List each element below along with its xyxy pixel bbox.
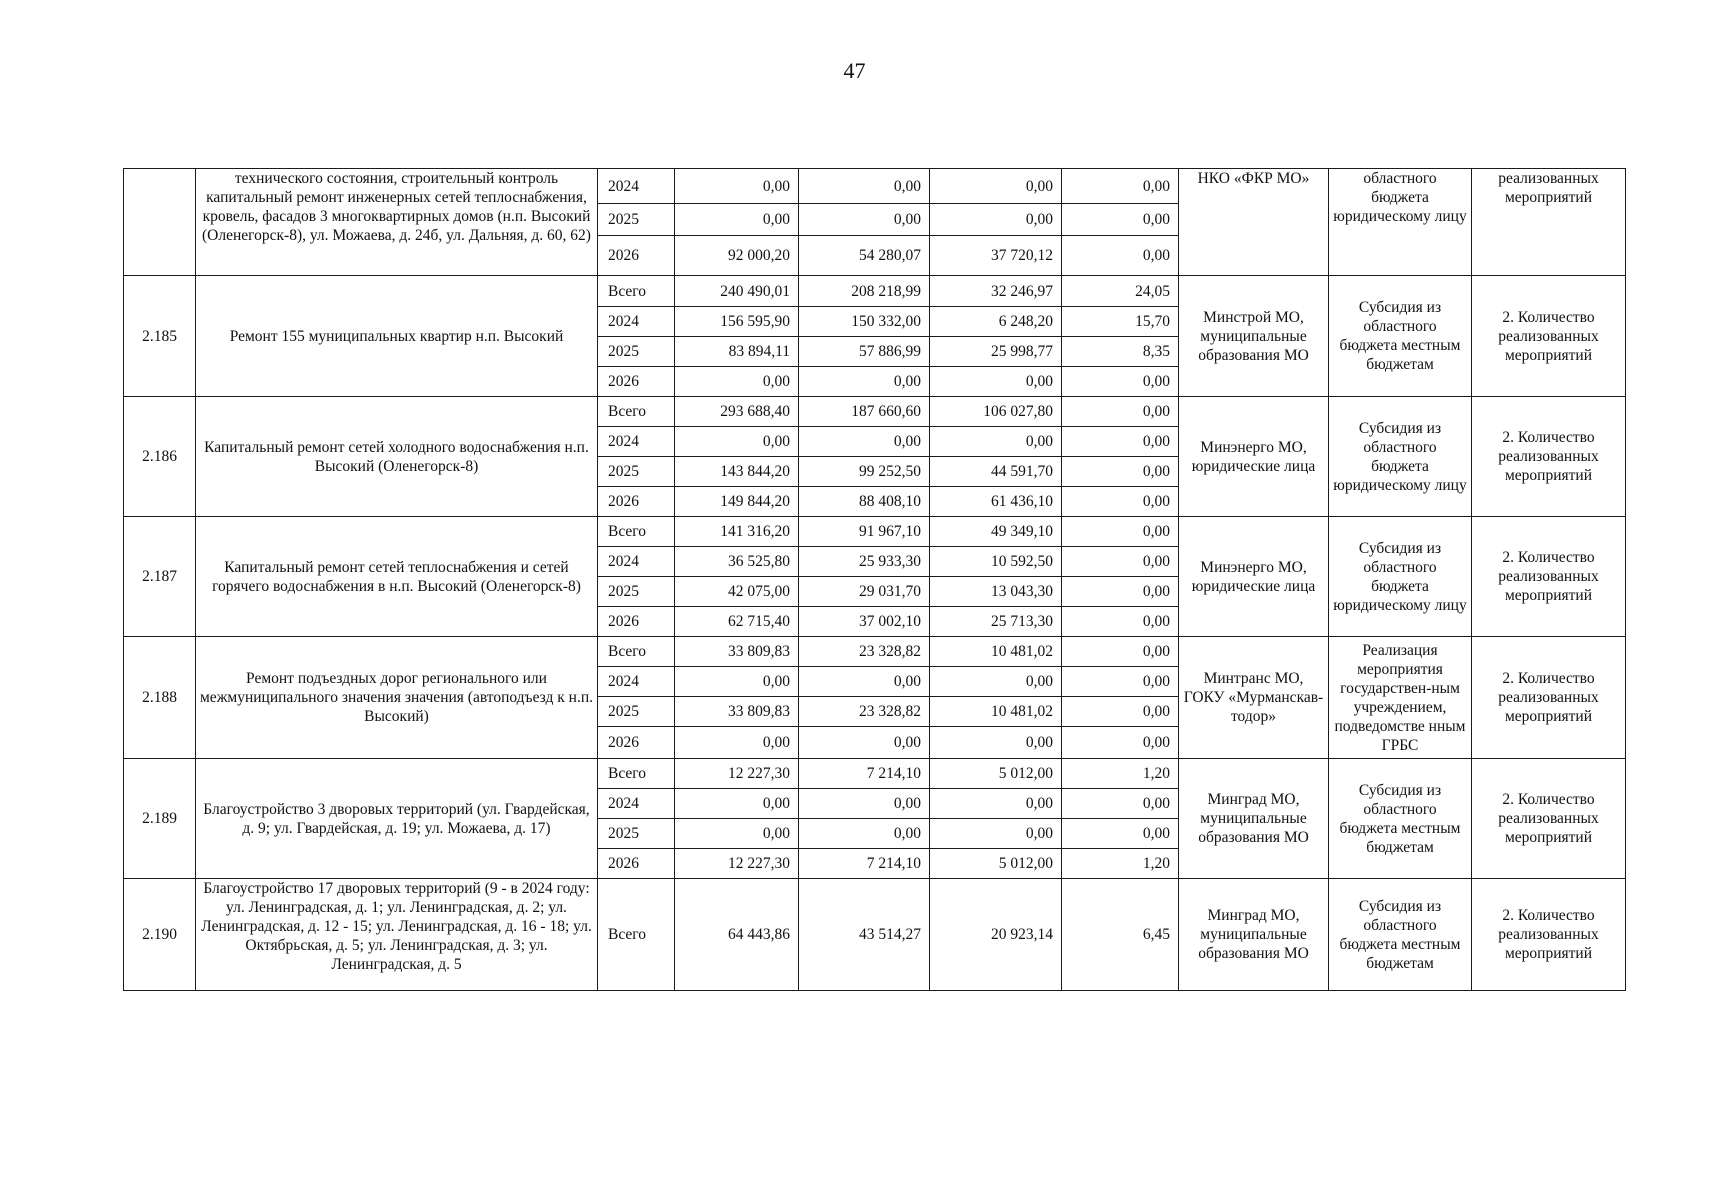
measure-number-cell <box>124 169 196 276</box>
measure-number-cell: 2.185 <box>124 276 196 397</box>
total-amount-cell: 83 894,11 <box>675 337 799 367</box>
total-amount-cell: 0,00 <box>675 169 799 204</box>
year-cell: 2024 <box>598 427 675 457</box>
total-amount-cell: 62 715,40 <box>675 607 799 637</box>
year-cell: 2026 <box>598 849 675 879</box>
executor-cell: Минтранс МО, ГОКУ «Мурманскав-тодор» <box>1179 637 1329 759</box>
amount-cell: 0,00 <box>930 789 1062 819</box>
amount-cell: 0,00 <box>1062 204 1179 236</box>
measure-name-cell: Ремонт подъездных дорог регионального или межмуниципального значения значения (автоподъезд к н.п. Высокий) <box>196 637 598 759</box>
amount-cell: 99 252,50 <box>799 457 930 487</box>
measure-number-cell: 2.190 <box>124 879 196 991</box>
amount-cell: 0,00 <box>799 819 930 849</box>
table-row <box>124 759 1626 789</box>
amount-cell: 29 031,70 <box>799 577 930 607</box>
total-amount-cell: 149 844,20 <box>675 487 799 517</box>
executor-cell: Минэнерго МО, юридические лица <box>1179 397 1329 517</box>
year-cell: 2025 <box>598 819 675 849</box>
measure-name-cell: Благоустройство 3 дворовых территорий (ул. Гвардейская, д. 9; ул. Гвардейская, д. 19; ул. Можаева, д. 17) <box>196 759 598 879</box>
amount-cell: 5 012,00 <box>930 849 1062 879</box>
measure-number-cell: 2.187 <box>124 517 196 637</box>
amount-cell: 0,00 <box>930 819 1062 849</box>
amount-cell: 23 328,82 <box>799 697 930 727</box>
amount-cell: 91 967,10 <box>799 517 930 547</box>
amount-cell: 43 514,27 <box>799 879 930 991</box>
year-cell: Всего <box>598 759 675 789</box>
amount-cell: 0,00 <box>1062 169 1179 204</box>
measure-name-cell: Капитальный ремонт сетей теплоснабжения и сетей горячего водоснабжения в н.п. Высокий (Оленегорск-8) <box>196 517 598 637</box>
measure-name-cell: Ремонт 155 муниципальных квартир н.п. Высокий <box>196 276 598 397</box>
amount-cell: 106 027,80 <box>930 397 1062 427</box>
total-amount-cell: 12 227,30 <box>675 759 799 789</box>
amount-cell: 44 591,70 <box>930 457 1062 487</box>
amount-cell: 7 214,10 <box>799 759 930 789</box>
amount-cell: 8,35 <box>1062 337 1179 367</box>
year-cell: 2024 <box>598 169 675 204</box>
amount-cell: 0,00 <box>1062 607 1179 637</box>
amount-cell: 0,00 <box>799 667 930 697</box>
total-amount-cell: 64 443,86 <box>675 879 799 991</box>
measure-number-cell: 2.186 <box>124 397 196 517</box>
total-amount-cell: 12 227,30 <box>675 849 799 879</box>
amount-cell: 0,00 <box>799 427 930 457</box>
amount-cell: 0,00 <box>799 727 930 759</box>
amount-cell: 1,20 <box>1062 759 1179 789</box>
executor-cell: НКО «ФКР МО» <box>1179 169 1329 276</box>
year-cell: Всего <box>598 397 675 427</box>
funding-source-cell: областного бюджета юридическому лицу <box>1329 169 1472 276</box>
measure-number-cell: 2.188 <box>124 637 196 759</box>
amount-cell: 0,00 <box>930 367 1062 397</box>
total-amount-cell: 0,00 <box>675 367 799 397</box>
total-amount-cell: 0,00 <box>675 427 799 457</box>
table-row <box>124 879 1626 991</box>
amount-cell: 0,00 <box>1062 367 1179 397</box>
result-indicator-cell: 2. Количество реализованных мероприятий <box>1472 879 1626 991</box>
amount-cell: 208 218,99 <box>799 276 930 307</box>
year-cell: 2025 <box>598 577 675 607</box>
amount-cell: 6,45 <box>1062 879 1179 991</box>
table-row <box>124 637 1626 667</box>
amount-cell: 0,00 <box>1062 727 1179 759</box>
amount-cell: 10 481,02 <box>930 697 1062 727</box>
amount-cell: 0,00 <box>1062 397 1179 427</box>
amount-cell: 7 214,10 <box>799 849 930 879</box>
funding-source-cell: Субсидия из областного бюджета местным бюджетам <box>1329 879 1472 991</box>
amount-cell: 13 043,30 <box>930 577 1062 607</box>
amount-cell: 23 328,82 <box>799 637 930 667</box>
year-cell: Всего <box>598 879 675 991</box>
executor-cell: Минстрой МО, муниципальные образования МО <box>1179 276 1329 397</box>
year-cell: 2024 <box>598 307 675 337</box>
measure-number-cell: 2.189 <box>124 759 196 879</box>
result-indicator-cell: 2. Количество реализованных мероприятий <box>1472 276 1626 397</box>
measure-name-cell: Благоустройство 17 дворовых территорий (9 - в 2024 году: ул. Ленинградская, д. 1; ул. Ленинградская, д. 2; ул. Ленинградская, д. 12 - 15; ул. Ленинградская, д. 16 - 18; ул. Октябрьская, д. 5; ул. Ленинградская, д. 3; ул. Ленинградская, д. 5 <box>196 879 598 991</box>
year-cell: 2026 <box>598 727 675 759</box>
amount-cell: 0,00 <box>1062 819 1179 849</box>
amount-cell: 25 933,30 <box>799 547 930 577</box>
total-amount-cell: 143 844,20 <box>675 457 799 487</box>
year-cell: 2026 <box>598 236 675 276</box>
amount-cell: 32 246,97 <box>930 276 1062 307</box>
amount-cell: 10 481,02 <box>930 637 1062 667</box>
amount-cell: 0,00 <box>930 727 1062 759</box>
amount-cell: 25 713,30 <box>930 607 1062 637</box>
year-cell: Всего <box>598 517 675 547</box>
year-cell: 2025 <box>598 697 675 727</box>
result-indicator-cell: 2. Количество реализованных мероприятий <box>1472 759 1626 879</box>
amount-cell: 54 280,07 <box>799 236 930 276</box>
amount-cell: 10 592,50 <box>930 547 1062 577</box>
table-row <box>124 517 1626 547</box>
total-amount-cell: 36 525,80 <box>675 547 799 577</box>
result-indicator-cell: реализованных мероприятий <box>1472 169 1626 276</box>
amount-cell: 0,00 <box>1062 457 1179 487</box>
amount-cell: 0,00 <box>1062 487 1179 517</box>
year-cell: 2024 <box>598 667 675 697</box>
amount-cell: 88 408,10 <box>799 487 930 517</box>
measure-name-cell: Капитальный ремонт сетей холодного водоснабжения н.п. Высокий (Оленегорск-8) <box>196 397 598 517</box>
total-amount-cell: 92 000,20 <box>675 236 799 276</box>
amount-cell: 0,00 <box>1062 637 1179 667</box>
amount-cell: 49 349,10 <box>930 517 1062 547</box>
amount-cell: 20 923,14 <box>930 879 1062 991</box>
year-cell: 2025 <box>598 337 675 367</box>
table-row <box>124 276 1626 307</box>
total-amount-cell: 0,00 <box>675 789 799 819</box>
total-amount-cell: 42 075,00 <box>675 577 799 607</box>
executor-cell: Минград МО, муниципальные образования МО <box>1179 879 1329 991</box>
amount-cell: 0,00 <box>1062 789 1179 819</box>
result-indicator-cell: 2. Количество реализованных мероприятий <box>1472 397 1626 517</box>
page-number: 47 <box>843 58 866 83</box>
year-cell: 2026 <box>598 487 675 517</box>
total-amount-cell: 33 809,83 <box>675 697 799 727</box>
executor-cell: Минэнерго МО, юридические лица <box>1179 517 1329 637</box>
year-cell: Всего <box>598 276 675 307</box>
total-amount-cell: 156 595,90 <box>675 307 799 337</box>
amount-cell: 1,20 <box>1062 849 1179 879</box>
result-indicator-cell: 2. Количество реализованных мероприятий <box>1472 637 1626 759</box>
funding-source-cell: Субсидия из областного бюджета юридическому лицу <box>1329 397 1472 517</box>
total-amount-cell: 293 688,40 <box>675 397 799 427</box>
measure-name-cell: технического состояния, строительный контроль капитальный ремонт инженерных сетей теплоснабжения, кровель, фасадов 3 многоквартирных домов (н.п. Высокий (Оленегорск-8), ул. Можаева, д. 24б, ул. Дальняя, д. 60, 62) <box>196 169 598 276</box>
total-amount-cell: 0,00 <box>675 204 799 236</box>
year-cell: 2025 <box>598 204 675 236</box>
year-cell: 2024 <box>598 547 675 577</box>
amount-cell: 0,00 <box>1062 547 1179 577</box>
amount-cell: 0,00 <box>1062 577 1179 607</box>
amount-cell: 0,00 <box>1062 427 1179 457</box>
amount-cell: 24,05 <box>1062 276 1179 307</box>
amount-cell: 0,00 <box>930 667 1062 697</box>
year-cell: 2024 <box>598 789 675 819</box>
amount-cell: 61 436,10 <box>930 487 1062 517</box>
year-cell: 2026 <box>598 367 675 397</box>
amount-cell: 0,00 <box>799 204 930 236</box>
amount-cell: 37 720,12 <box>930 236 1062 276</box>
amount-cell: 0,00 <box>1062 697 1179 727</box>
year-cell: 2026 <box>598 607 675 637</box>
program-measures-table <box>123 168 1626 991</box>
year-cell: Всего <box>598 637 675 667</box>
amount-cell: 0,00 <box>799 789 930 819</box>
amount-cell: 25 998,77 <box>930 337 1062 367</box>
total-amount-cell: 0,00 <box>675 667 799 697</box>
total-amount-cell: 0,00 <box>675 727 799 759</box>
funding-source-cell: Реализация мероприятия государствен-ным учреждением, подведомстве нным ГРБС <box>1329 637 1472 759</box>
amount-cell: 0,00 <box>930 427 1062 457</box>
amount-cell: 150 332,00 <box>799 307 930 337</box>
table-row <box>124 169 1626 204</box>
total-amount-cell: 33 809,83 <box>675 637 799 667</box>
executor-cell: Минград МО, муниципальные образования МО <box>1179 759 1329 879</box>
amount-cell: 15,70 <box>1062 307 1179 337</box>
amount-cell: 0,00 <box>930 169 1062 204</box>
total-amount-cell: 0,00 <box>675 819 799 849</box>
amount-cell: 0,00 <box>1062 236 1179 276</box>
amount-cell: 0,00 <box>930 204 1062 236</box>
amount-cell: 5 012,00 <box>930 759 1062 789</box>
amount-cell: 0,00 <box>799 169 930 204</box>
total-amount-cell: 141 316,20 <box>675 517 799 547</box>
amount-cell: 0,00 <box>1062 667 1179 697</box>
amount-cell: 0,00 <box>799 367 930 397</box>
amount-cell: 6 248,20 <box>930 307 1062 337</box>
amount-cell: 0,00 <box>1062 517 1179 547</box>
funding-source-cell: Субсидия из областного бюджета юридическому лицу <box>1329 517 1472 637</box>
total-amount-cell: 240 490,01 <box>675 276 799 307</box>
amount-cell: 37 002,10 <box>799 607 930 637</box>
funding-source-cell: Субсидия из областного бюджета местным бюджетам <box>1329 276 1472 397</box>
amount-cell: 57 886,99 <box>799 337 930 367</box>
table-row <box>124 397 1626 427</box>
result-indicator-cell: 2. Количество реализованных мероприятий <box>1472 517 1626 637</box>
amount-cell: 187 660,60 <box>799 397 930 427</box>
year-cell: 2025 <box>598 457 675 487</box>
funding-source-cell: Субсидия из областного бюджета местным бюджетам <box>1329 759 1472 879</box>
